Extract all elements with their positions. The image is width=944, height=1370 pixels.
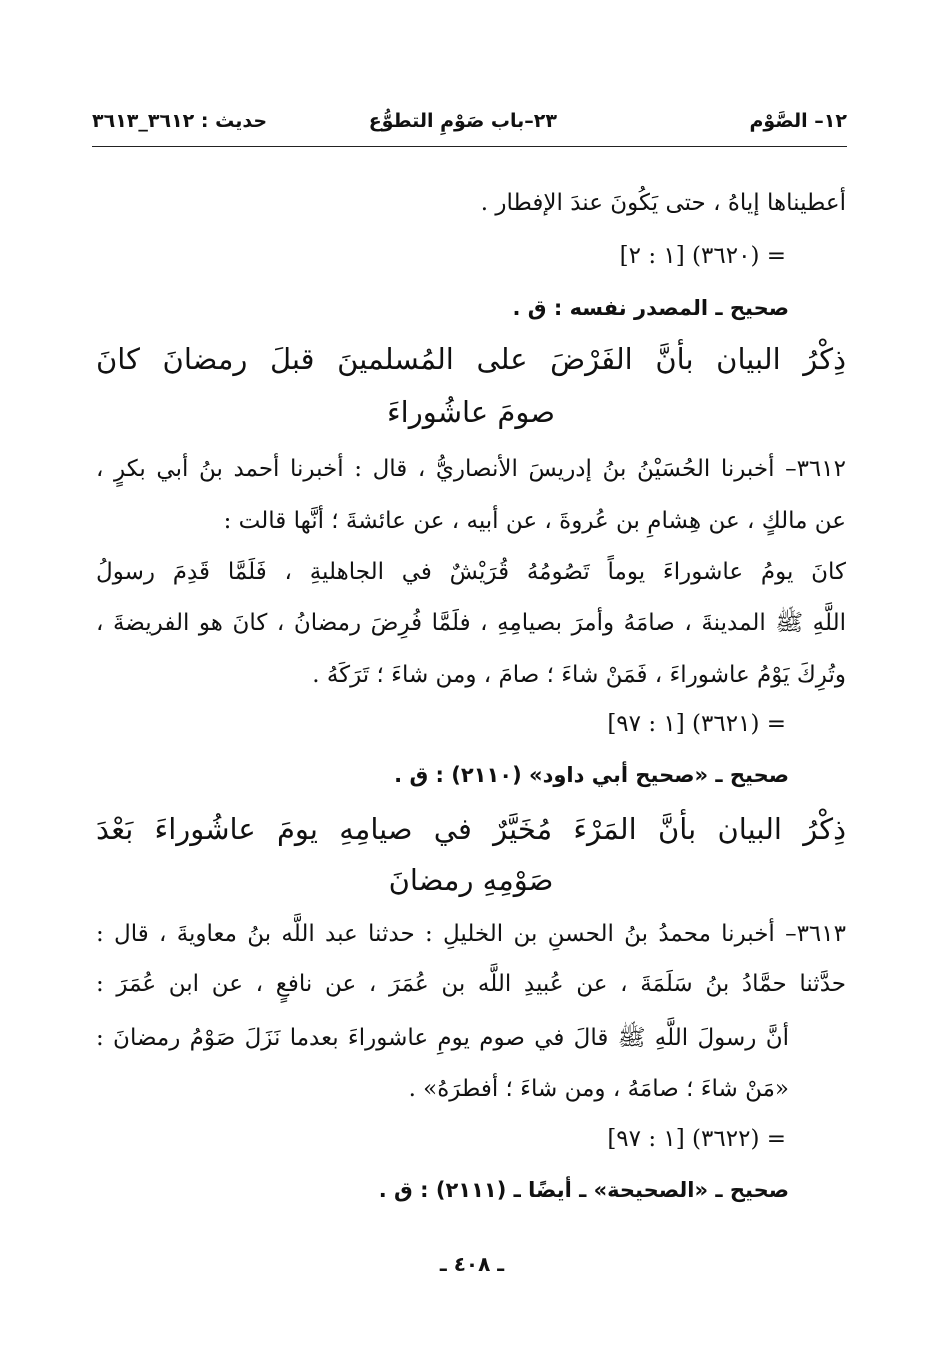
chapter-heading-cont: صَوْمِهِ رمضانَ [388,863,554,897]
matn-line: كانَ يومُ عاشوراءَ يوماً تَصُومُهُ قُرَيْشٌ في الجاهليةِ ، فَلَمَّا قَدِمَ رسولُ [96,559,846,585]
cross-reference: = (٣٦٢٢) [١ : ٩٧] [607,1126,786,1152]
cross-reference: = (٣٦٢١) [١ : ٩٧] [607,711,786,737]
matn-line: اللَّهِ ﷺ المدينةَ ، صامَهُ وأمرَ بصيامِهِ ، فلَمَّا فُرِضَ رمضانُ ، كانَ هو الفريضةَ ، [96,610,846,636]
isnad-line: عن مالكٍ ، عن هِشامِ بن عُروةَ ، عن أبيه ، عن عائشةَ ؛ أنَّها قالت : [223,508,846,534]
grading-note: صحيح ـ المصدر نفسه : ق . [512,296,789,320]
text-line: أعطيناها إياهُ ، حتى يَكُونَ عندَ الإفطار . [480,190,846,216]
chapter-heading-cont: صومَ عاشُوراءَ [387,395,555,429]
chapter-heading: ذِكْرُ البيان بأنَّ المَرْءَ مُخَيَّرٌ في صيامِهِ يومَ عاشُوراءَ بَعْدَ [96,812,846,846]
grading-note: صحيح ـ «الصحيحة» ـ أيضًا ـ (٢١١١) : ق . [378,1178,789,1202]
chapter-heading: ذِكْرُ البيان بأنَّ الفَرْضَ على المُسلمينَ قبلَ رمضانَ كانَ [96,342,846,376]
isnad-line: ٣٦١٣– أخبرنا محمدُ بنُ الحسنِ بن الخليلِ : حدثنا عبد اللَّه بنُ معاويةَ ، قال : [96,921,846,947]
running-header [92,100,847,147]
matn-line: أنَّ رسولَ اللَّهِ ﷺ قالَ في صوم يومِ عاشوراءَ بعدما نَزَلَ صَوْمُ رمضانَ : [96,1025,789,1051]
grading-note: صحيح ـ «صحيح أبي داود» (٢١١٠) : ق . [394,763,789,787]
cross-reference: = (٣٦٢٠) [١ : ٢] [619,243,786,269]
page-number: ـ ٤٠٨ ـ [439,1252,505,1276]
header-chapter: ١٢– الصَّوْم [749,110,847,132]
matn-line: «مَنْ شاءَ ؛ صامَهُ ، ومن شاءَ ؛ أفطرَهُ» . [408,1076,789,1102]
matn-line: وتُرِكَ يَوْمُ عاشوراءَ ، فَمَنْ شاءَ ؛ صامَ ، ومن شاءَ ؛ تَرَكَهُ . [312,662,846,688]
isnad-line: ٣٦١٢– أخبرنا الحُسَيْنُ بنُ إدريسَ الأنصاريُّ ، قال : أخبرنا أحمد بنُ أبي بكرٍ ، [96,456,846,482]
header-section: ٢٣–باب صَوْمِ التطوُّع [368,110,557,132]
header-hadith-range: حديث : ٣٦١٢_٣٦١٣ [92,110,268,132]
isnad-line: حدَّثنا حمَّادُ بنُ سَلَمَةَ ، عن عُبيدِ اللَّه بن عُمَرَ ، عن نافعٍ ، عن ابن عُمَرَ : [96,971,846,997]
